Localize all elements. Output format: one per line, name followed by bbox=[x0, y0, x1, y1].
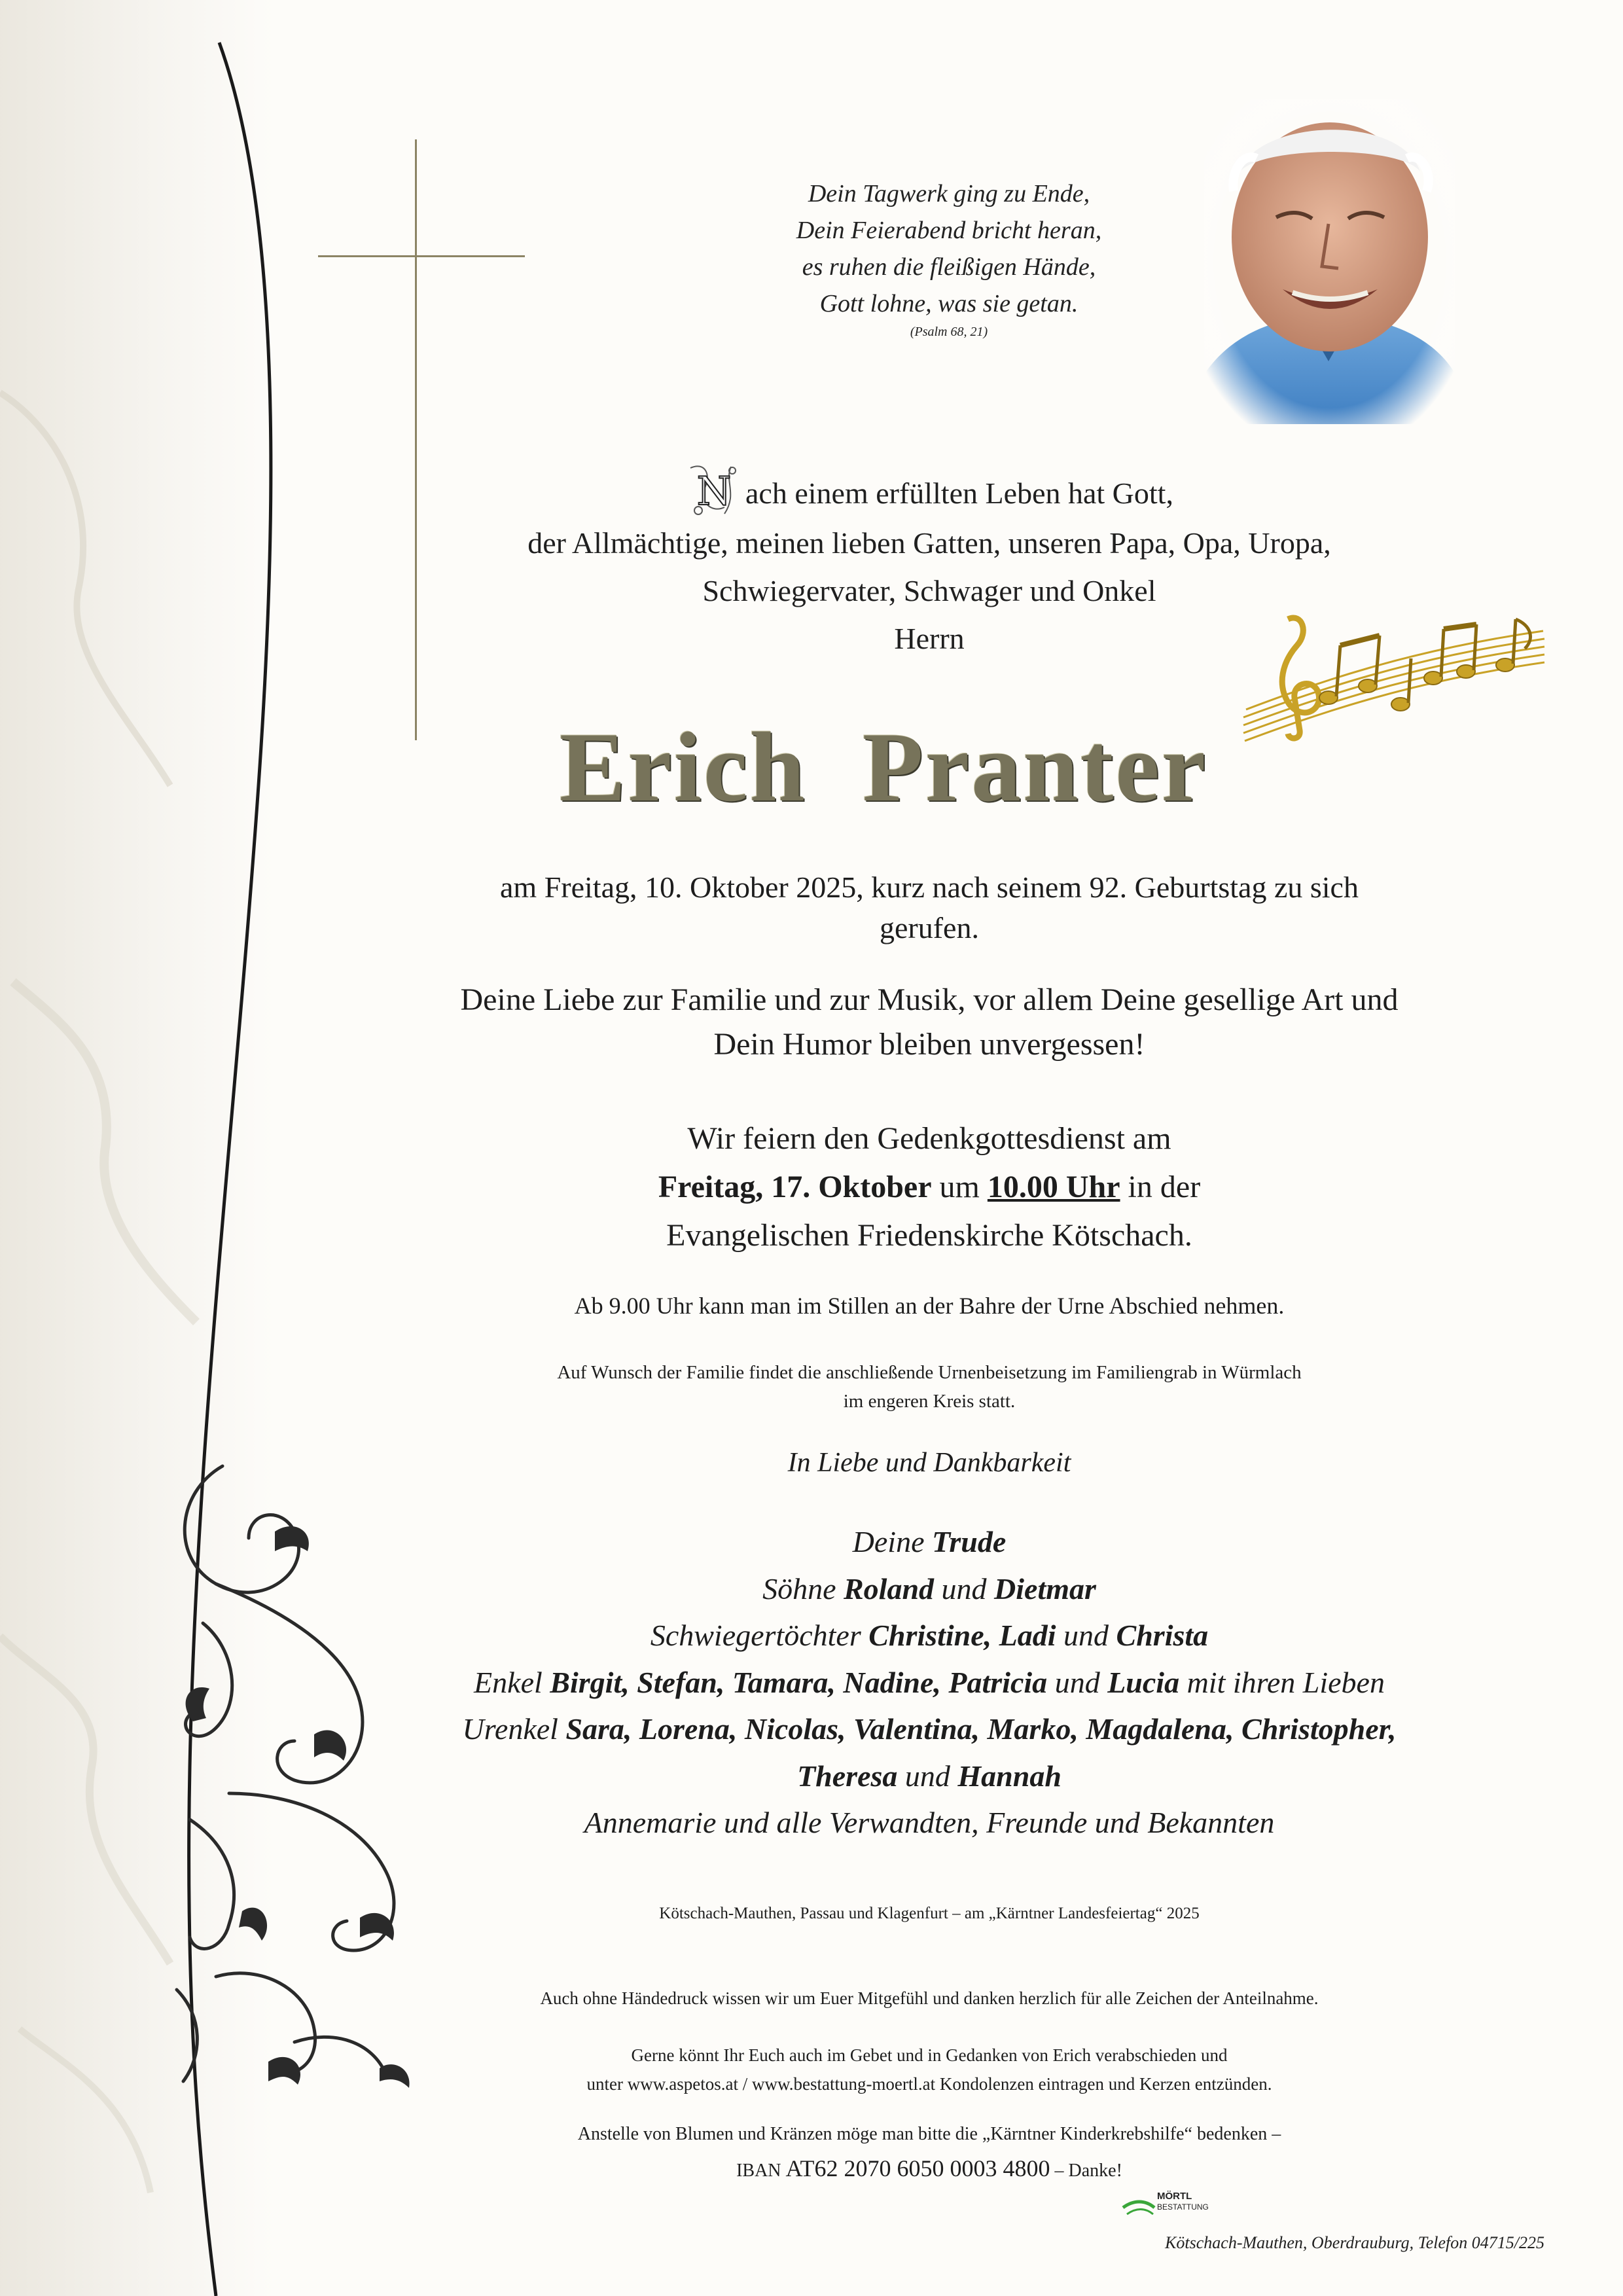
death-notice bbox=[366, 867, 1492, 948]
great-grandchild-name: Hannah bbox=[957, 1759, 1061, 1793]
psalm-line: es ruhen die fleißigen Hände, bbox=[802, 253, 1096, 281]
family-list bbox=[366, 1518, 1492, 1846]
death-line-1: am Freitag, 10. Oktober 2025, kurz nach seinem 92. Geburtstag zu sich bbox=[500, 870, 1359, 904]
service-time: 10.00 Uhr bbox=[987, 1170, 1120, 1204]
great-grandchildren-names: Sara, Lorena, Nicolas, Valentina, Marko, Magdalena, Christopher, bbox=[565, 1712, 1397, 1746]
first-name: Erich bbox=[559, 712, 807, 822]
donation-line-2 bbox=[366, 2151, 1492, 2188]
online-line-1: Gerne könnt Ihr Euch auch im Gebet und in Gedanken von Erich verabschieden und bbox=[631, 2045, 1228, 2065]
footer-contact: Kötschach-Mauthen, Oberdrauburg, Telefon 04715/225 bbox=[1165, 2233, 1544, 2252]
logo-subtitle: BESTATTUNG bbox=[1157, 2202, 1209, 2212]
place-date: Kötschach-Mauthen, Passau und Klagenfurt – am „Kärntner Landesfeiertag“ 2025 bbox=[659, 1905, 1200, 1922]
psalm-reference: (Psalm 68, 21) bbox=[910, 325, 988, 339]
great-prefix: Urenkel bbox=[462, 1712, 558, 1746]
online-line-2: unter www.aspetos.at / www.bestattung-moertl.at Kondolenzen eintragen und Kerzen entzünden. bbox=[586, 2074, 1272, 2094]
closing-phrase: In Liebe und Dankbarkeit bbox=[787, 1448, 1071, 1478]
logo-name: MÖRTL bbox=[1157, 2191, 1192, 2202]
service-um: um bbox=[939, 1170, 980, 1204]
son-name: Dietmar bbox=[994, 1571, 1096, 1605]
service-date: Freitag, 17. Oktober bbox=[658, 1170, 932, 1204]
inlaw-name: Christa bbox=[1116, 1619, 1209, 1652]
family-others: Annemarie und alle Verwandten, Freunde und Bekannten bbox=[584, 1806, 1275, 1839]
service-in-der: in der bbox=[1128, 1170, 1201, 1204]
donation-suffix: – Danke! bbox=[1054, 2161, 1122, 2181]
tribute-line-2: Dein Humor bleiben unvergessen! bbox=[713, 1027, 1145, 1062]
wife-name: Trude bbox=[932, 1525, 1007, 1558]
burial-line-1: Auf Wunsch der Familie findet die anschließende Urnenbeisetzung im Familiengrab in Würmlach bbox=[557, 1362, 1302, 1383]
sons-prefix: Söhne bbox=[762, 1571, 836, 1605]
burial-note bbox=[366, 1358, 1492, 1416]
psalm-line: Dein Tagwerk ging zu Ende, bbox=[808, 180, 1090, 207]
online-condolences bbox=[366, 2041, 1492, 2098]
intro-line-3: Schwiegervater, Schwager und Onkel bbox=[702, 574, 1156, 607]
son-name: Roland bbox=[843, 1571, 935, 1605]
family-daughters-in-law bbox=[366, 1612, 1492, 1659]
tribute-text bbox=[366, 978, 1492, 1067]
family-great-grandchildren bbox=[366, 1706, 1492, 1753]
intro-line-2: der Allmächtige, meinen lieben Gatten, unseren Papa, Opa, Uropa, bbox=[527, 526, 1331, 560]
burial-line-2: im engeren Kreis statt. bbox=[843, 1391, 1016, 1412]
inlaws-prefix: Schwiegertöchter bbox=[650, 1619, 861, 1652]
psalm-line: Gott lohne, was sie getan. bbox=[819, 290, 1079, 317]
service-line-1: Wir feiern den Gedenkgottesdienst am bbox=[687, 1121, 1171, 1156]
donation-line-1: Anstelle von Blumen und Kränzen möge man bitte die „Kärntner Kinderkrebshilfe“ bedenken – bbox=[577, 2124, 1281, 2144]
intro-line-4: Herrn bbox=[894, 622, 965, 655]
portrait-photo bbox=[1204, 99, 1455, 424]
grand-prefix: Enkel bbox=[474, 1665, 543, 1699]
family-sons bbox=[366, 1566, 1492, 1613]
death-line-2: gerufen. bbox=[880, 911, 979, 944]
funeral-home-logo bbox=[1157, 2191, 1209, 2213]
great-grandchild-name: Theresa bbox=[797, 1759, 898, 1793]
grandchildren-names: Birgit, Stefan, Tamara, Nadine, Patricia bbox=[550, 1665, 1048, 1699]
family-grandchildren bbox=[366, 1659, 1492, 1706]
grandchild-name: Lucia bbox=[1107, 1665, 1180, 1699]
farewell-note: Ab 9.00 Uhr kann man im Stillen an der Bahre der Urne Abschied nehmen. bbox=[574, 1293, 1285, 1319]
donation-note bbox=[366, 2117, 1492, 2188]
psalm-verse bbox=[694, 175, 1204, 342]
deceased-name bbox=[393, 710, 1374, 824]
inlaws-names: Christine, Ladi bbox=[868, 1619, 1056, 1652]
wife-prefix: Deine bbox=[852, 1525, 925, 1558]
ornamental-initial bbox=[685, 461, 743, 519]
iban-number: AT62 2070 6050 0003 4800 bbox=[785, 2155, 1050, 2181]
iban-label: IBAN bbox=[736, 2161, 781, 2181]
und-word: und bbox=[904, 1759, 950, 1793]
family-wife bbox=[366, 1518, 1492, 1566]
svg-text:N: N bbox=[696, 469, 732, 514]
thanks-note: Auch ohne Händedruck wissen wir um Euer Mitgefühl und danken herzlich für alle Zeichen der Anteilnahme. bbox=[540, 1988, 1319, 2008]
service-line-2 bbox=[366, 1163, 1492, 1211]
cross-horizontal-bar bbox=[318, 255, 525, 257]
last-name: Pranter bbox=[862, 712, 1208, 822]
grand-suffix: mit ihren Lieben bbox=[1186, 1665, 1385, 1699]
und-word: und bbox=[1054, 1665, 1100, 1699]
psalm-line: Dein Feierabend bricht heran, bbox=[796, 217, 1102, 244]
und-word: und bbox=[1063, 1619, 1109, 1652]
service-location: Evangelischen Friedenskirche Kötschach. bbox=[666, 1218, 1192, 1253]
service-info bbox=[366, 1115, 1492, 1260]
und-word: und bbox=[941, 1571, 987, 1605]
tribute-line-1: Deine Liebe zur Familie und zur Musik, vor allem Deine gesellige Art und bbox=[460, 982, 1399, 1017]
intro-line-1 bbox=[380, 461, 1479, 519]
intro-line-1-text: ach einem erfüllten Leben hat Gott, bbox=[745, 476, 1173, 510]
family-great-grandchildren-2 bbox=[366, 1753, 1492, 1800]
